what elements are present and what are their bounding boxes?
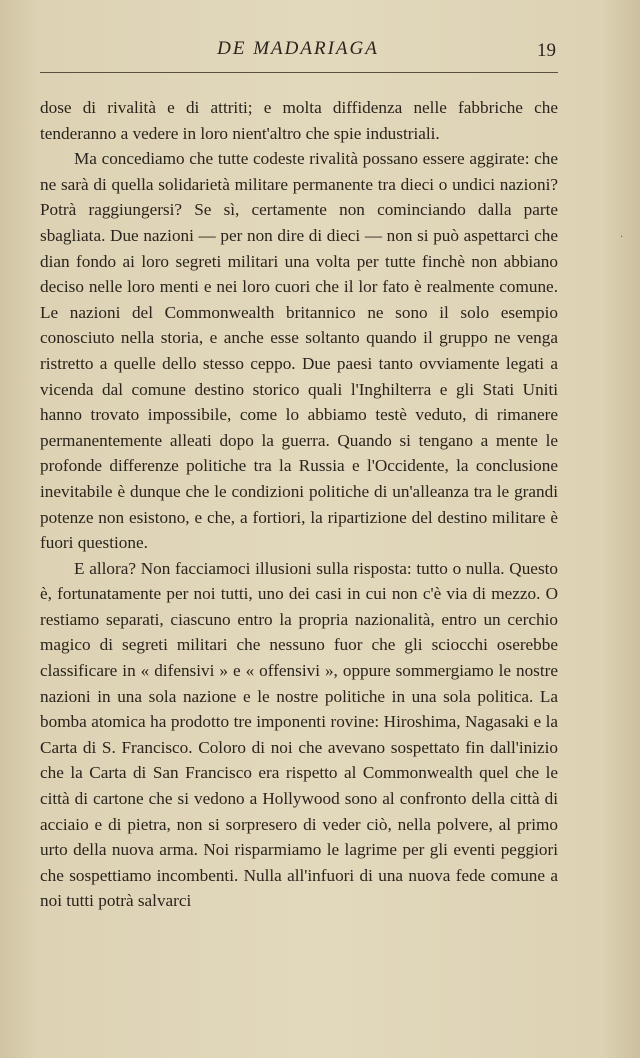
header-rule (40, 72, 558, 73)
paragraph-2: Ma concediamo che tutte codeste rivalità possano essere aggirate: che ne sarà di quella solidarietà militare permanente tra dieci o undici nazioni? Potrà raggiungersi? Se sì, certamente non cominciando dalla parte sbagliata. Due nazioni — per non dire di dieci — non si può aspettarci che dian fondo ai loro segreti militari una volta per tutte finchè non abbiano deciso nelle loro menti e nei loro cuori che il lor fato è realmente comune. Le nazioni del Commonwealth britannico ne sono il solo esempio conosciuto nella storia, e anche esse soltanto quando il gruppo ne venga ristretto a quelle dello stesso ceppo. Due paesi tanto ovviamente legati a vicenda dal comune destino storico quali l'Inghilterra e gli Stati Uniti hanno trovato impossibile, come lo abbiamo testè veduto, di rimanere permanentemente alleati dopo la guerra. Quando si tengano a mente le profonde differenze politiche tra la Russia e l'Occidente, la conclusione inevitabile è dunque che le condizioni politiche di un'alleanza tra le grandi potenze non esistono, e che, a fortiori, la ripartizione del destino militare è fuori questione. (40, 149, 558, 553)
running-title: DE MADARIAGA (217, 38, 379, 59)
paragraph-3: E allora? Non facciamoci illusioni sulla risposta: tutto o nulla. Questo è, fortunatamente per noi tutti, uno dei casi in cui non c'è via di mezzo. O restiamo separati, ciascuno entro la propria nazionalità, entro un cerchio magico di segreti militari che nessuno fuor che gli sciocchi oserebbe classificare in « difensivi » e « offensivi », oppure sommergiamo le nostre nazioni in una sola nazione e le nostre politiche in una sola politica. La bomba atomica ha prodotto tre imponenti rovine: Hiroshima, Nagasaki e la Carta di S. Francisco. Coloro di noi che avevano sospettato fin dall'inizio che la Carta di San Francisco era rispetto al Commonwealth quel che le città di cartone che si vedono a Hollywood sono al confronto della città di acciaio e di pietra, non si sorpresero di veder ciò, nella polvere, al primo urto della nuova arma. Noi risparmiamo le lagrime per gli eventi peggiori che sospettiamo incombenti. Nulla all'infuori di una nuova fede comune a noi tutti potrà salvarci (40, 558, 558, 911)
page-header (40, 38, 556, 70)
body-text (40, 95, 558, 914)
margin-speck: · (620, 232, 624, 243)
paragraph-1: dose di rivalità e di attriti; e molta diffidenza nelle fabbriche che tenderanno a vedere in loro nient'altro che spie industriali. (40, 98, 558, 143)
page-number: 19 (537, 40, 556, 61)
